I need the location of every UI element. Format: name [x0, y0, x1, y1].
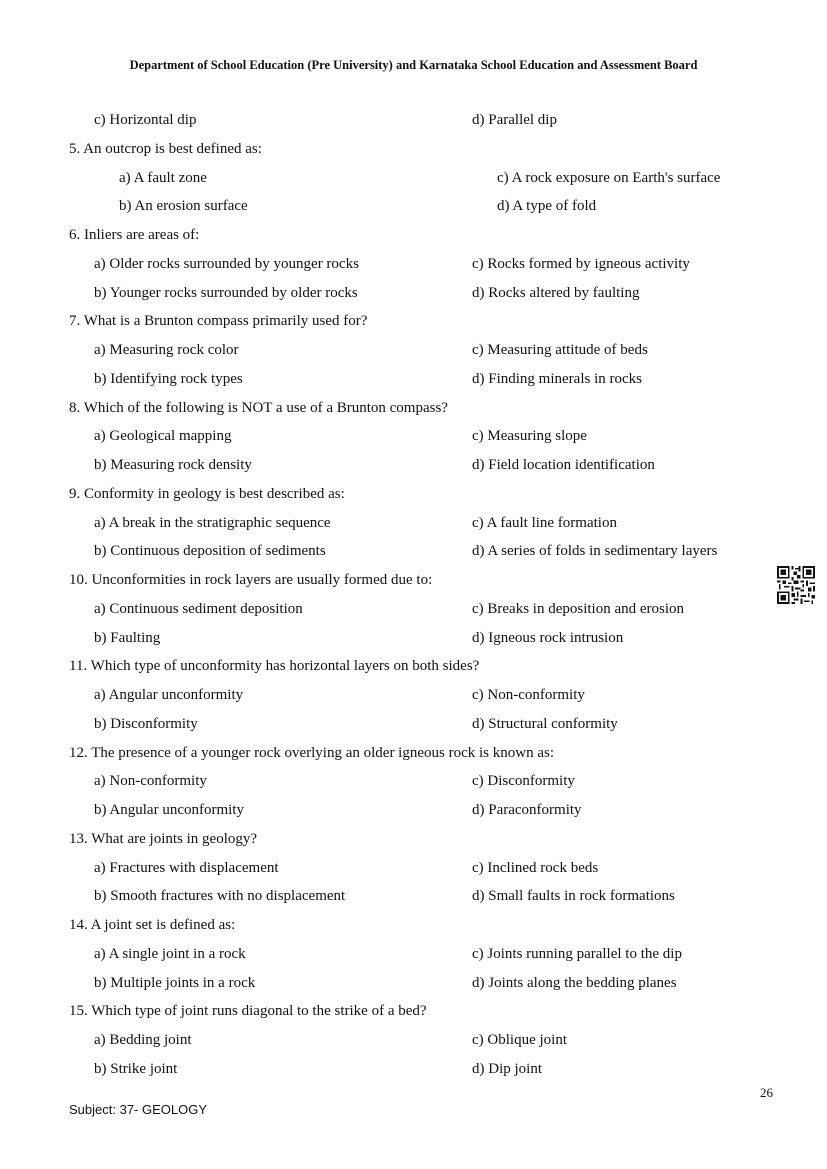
- option-c: c) Rocks formed by igneous activity: [472, 256, 690, 272]
- option-d: d) Structural conformity: [472, 716, 618, 732]
- question-text: 6. Inliers are areas of:: [69, 227, 200, 243]
- option-c: c) Breaks in deposition and erosion: [472, 601, 685, 617]
- option-b: b) Strike joint: [94, 1061, 178, 1077]
- page-number: 26: [760, 1085, 773, 1100]
- question-text: 11. Which type of unconformity has horizontal layers on both sides?: [69, 658, 480, 674]
- option-b: b) Multiple joints in a rock: [94, 975, 256, 991]
- footer-subject: Subject: 37- GEOLOGY: [69, 1102, 208, 1117]
- option-d: d) Small faults in rock formations: [472, 888, 675, 904]
- option-a: a) Measuring rock color: [94, 342, 239, 358]
- option-c: c) Non-conformity: [472, 687, 585, 703]
- option-d: d) A series of folds in sedimentary layers: [472, 543, 718, 559]
- option-a: a) A single joint in a rock: [94, 946, 246, 962]
- option-a: a) Continuous sediment deposition: [94, 601, 303, 617]
- option-a: a) Non-conformity: [94, 773, 207, 789]
- option-d: d) Field location identification: [472, 457, 655, 473]
- option-c: c) Joints running parallel to the dip: [472, 946, 682, 962]
- option-a: a) Bedding joint: [94, 1032, 192, 1048]
- option-c: c) A rock exposure on Earth's surface: [497, 170, 721, 186]
- option-b: b) Measuring rock density: [94, 457, 252, 473]
- qr-code-icon: [777, 566, 815, 604]
- option-d: d) Finding minerals in rocks: [472, 371, 642, 387]
- question-text: 15. Which type of joint runs diagonal to the strike of a bed?: [69, 1003, 427, 1019]
- option-d: d) Igneous rock intrusion: [472, 630, 624, 646]
- option-c: c) Disconformity: [472, 773, 575, 789]
- question-text: 5. An outcrop is best defined as:: [69, 141, 262, 157]
- question-text: 7. What is a Brunton compass primarily used for?: [69, 313, 368, 329]
- option-b: b) An erosion surface: [119, 198, 248, 214]
- option-a: a) Older rocks surrounded by younger rocks: [94, 256, 359, 272]
- option-c: c) A fault line formation: [472, 515, 617, 531]
- option-a: a) Geological mapping: [94, 428, 232, 444]
- question-text: 13. What are joints in geology?: [69, 831, 258, 847]
- question-text: 14. A joint set is defined as:: [69, 917, 236, 933]
- option-c: c) Measuring attitude of beds: [472, 342, 648, 358]
- option-d: d) Dip joint: [472, 1061, 542, 1077]
- question-text: 10. Unconformities in rock layers are usually formed due to:: [69, 572, 433, 588]
- option-a: a) Angular unconformity: [94, 687, 244, 703]
- option-b: b) Smooth fractures with no displacement: [94, 888, 346, 904]
- option-d: d) A type of fold: [497, 198, 597, 214]
- option-d: d) Rocks altered by faulting: [472, 285, 640, 301]
- option-b: b) Continuous deposition of sediments: [94, 543, 326, 559]
- option-b: b) Disconformity: [94, 716, 198, 732]
- option-a: a) A break in the stratigraphic sequence: [94, 515, 331, 531]
- option-b: b) Faulting: [94, 630, 161, 646]
- option-a: a) Fractures with displacement: [94, 860, 279, 876]
- question-text: 9. Conformity in geology is best described as:: [69, 486, 345, 502]
- option-d: d) Joints along the bedding planes: [472, 975, 677, 991]
- question-text: 12. The presence of a younger rock overlying an older igneous rock is known as:: [69, 745, 555, 761]
- option-b: b) Identifying rock types: [94, 371, 243, 387]
- option-b: b) Angular unconformity: [94, 802, 244, 818]
- option-c: c) Measuring slope: [472, 428, 587, 444]
- option-a: a) A fault zone: [119, 170, 207, 186]
- option-c: c) Horizontal dip: [94, 112, 197, 128]
- option-d: d) Paraconformity: [472, 802, 582, 818]
- option-c: c) Oblique joint: [472, 1032, 567, 1048]
- option-c: c) Inclined rock beds: [472, 860, 599, 876]
- option-d: d) Parallel dip: [472, 112, 557, 128]
- option-b: b) Younger rocks surrounded by older rocks: [94, 285, 358, 301]
- question-text: 8. Which of the following is NOT a use of a Brunton compass?: [69, 400, 448, 416]
- page-header: Department of School Education (Pre University) and Karnataka School Education and Assessment Board: [129, 58, 698, 72]
